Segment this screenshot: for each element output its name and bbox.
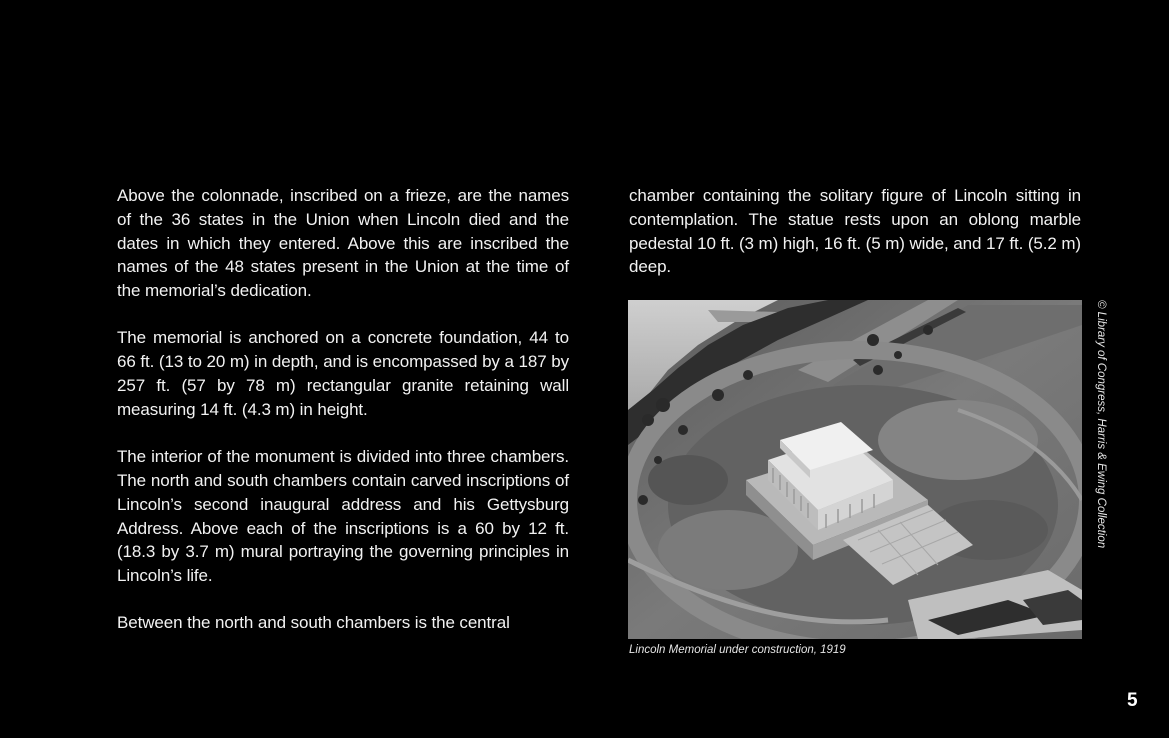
left-text-column — [117, 184, 569, 659]
photo-credit: © Library of Congress, Harris & Ewing Collection — [1095, 300, 1107, 549]
paragraph-foundation: The memorial is anchored on a concrete foundation, 44 to 66 ft. (13 to 20 m) in depth, and is encompassed by a 187 by 257 ft. (57 by 78 m) rectangular granite retaining wall measuring 14 ft. (4.3 m) in height. — [117, 328, 569, 419]
page-number: 5 — [1127, 690, 1138, 711]
paragraph-statue: chamber containing the solitary figure of Lincoln sitting in contemplation. The statue rests upon an oblong marble pedestal 10 ft. (3 m) high, 16 ft. (5 m) wide, and 17 ft. (5.2 m) deep. — [629, 186, 1081, 277]
right-text-column — [629, 184, 1081, 303]
memorial-construction-photo — [628, 300, 1082, 639]
photo-caption: Lincoln Memorial under construction, 1919 — [629, 644, 846, 656]
paragraph-interior: The interior of the monument is divided into three chambers. The north and south chambers contain carved inscriptions of Lincoln’s second inaugural address and his Gettysburg Address. Above each of the inscriptions is a 60 by 12 ft. (18.3 by 3.7 m) mural portraying the governing principles in Lincoln’s life. — [117, 447, 569, 586]
paragraph-central-chamber: Between the north and south chambers is the central — [117, 613, 510, 633]
paragraph-frieze: Above the colonnade, inscribed on a frieze, are the names of the 36 states in the Union when Lincoln died and the dates in which they entered. Above this are inscribed the names of the 48 states present in the Union at the time of the memorial’s dedication. — [117, 186, 569, 301]
